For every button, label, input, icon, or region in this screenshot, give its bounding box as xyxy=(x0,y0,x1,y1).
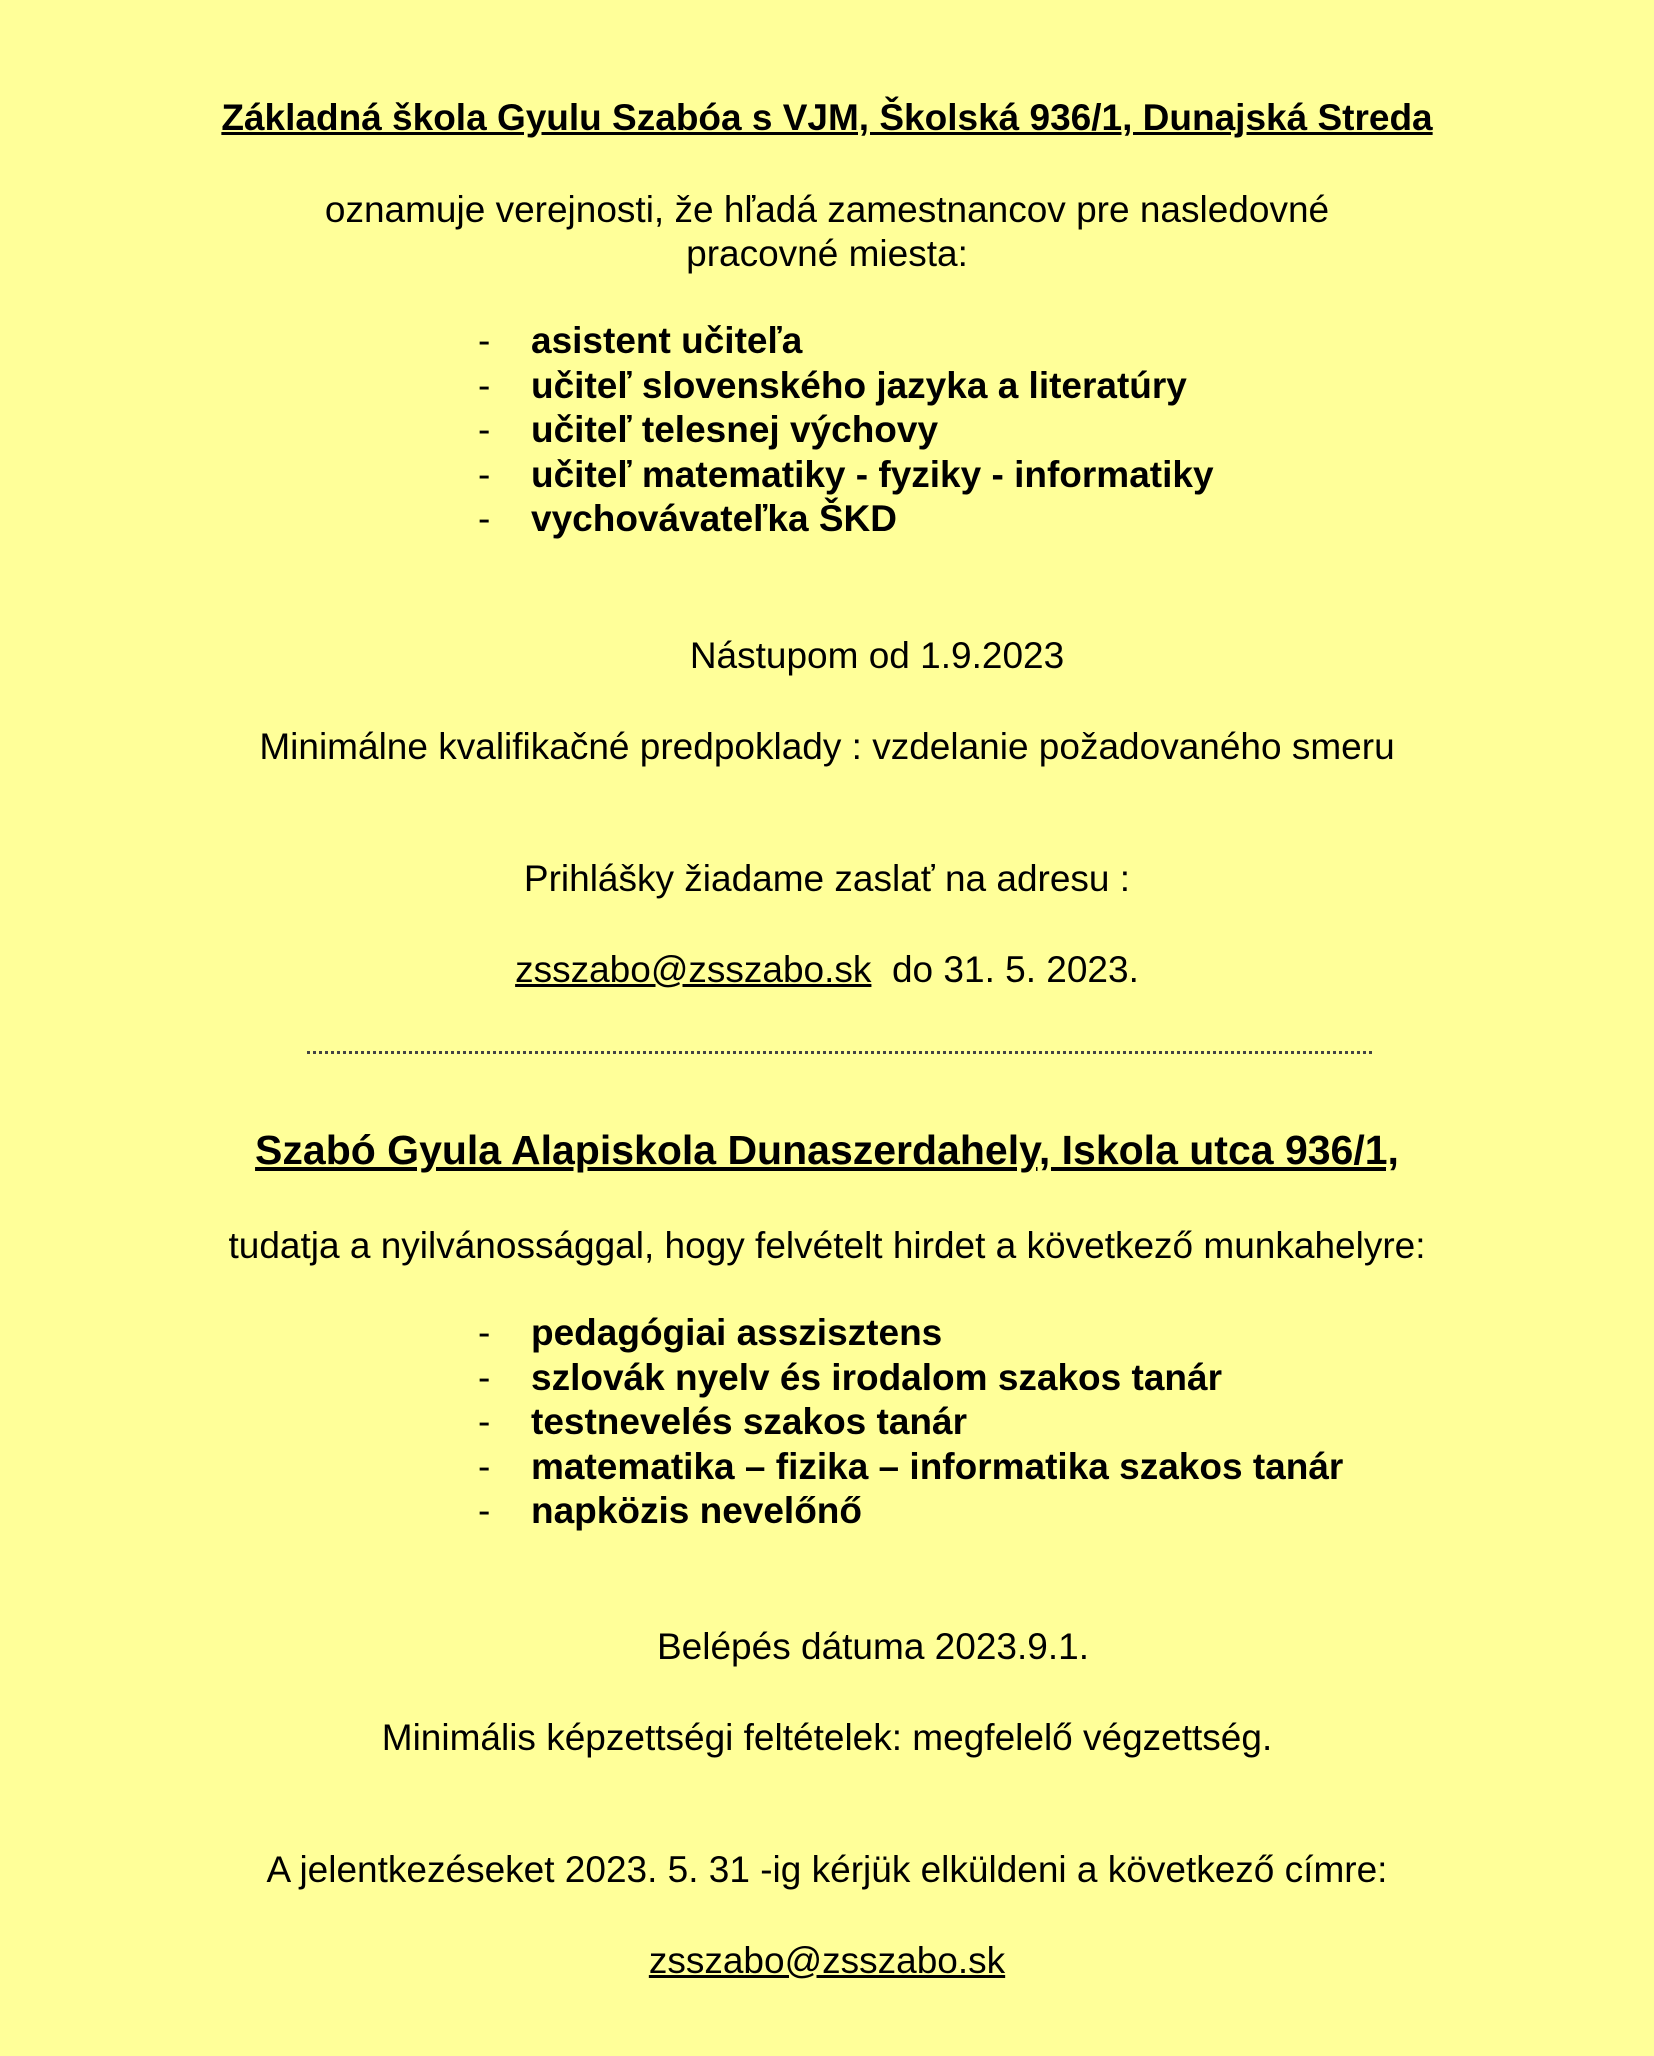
slovak-deadline: do 31. 5. 2023. xyxy=(891,949,1139,990)
list-item: - učiteľ matematiky - fyziky - informatiky xyxy=(478,453,1214,498)
hungarian-intro: tudatja a nyilvánossággal, hogy felvételt hirdet a következő munkahelyre: xyxy=(228,1225,1426,1266)
dash-bullet: - xyxy=(478,320,491,361)
dash-bullet: - xyxy=(478,1445,491,1487)
slovak-intro-line2: pracovné miesta: xyxy=(686,233,968,274)
slovak-qualification: Minimálne kvalifikačné predpoklady : vzdelanie požadovaného smeru xyxy=(259,726,1395,767)
dash-bullet: - xyxy=(478,1356,491,1398)
list-item: - učiteľ telesnej výchovy xyxy=(478,408,1214,453)
dash-bullet: - xyxy=(478,1490,491,1531)
list-item: - učiteľ slovenského jazyka a literatúry xyxy=(478,364,1214,409)
dash-bullet: - xyxy=(478,498,491,539)
dash-bullet: - xyxy=(478,1401,491,1442)
list-item: - testnevelés szakos tanár xyxy=(478,1400,1343,1445)
list-item: - vychovávateľka ŠKD xyxy=(478,497,1214,542)
dash-bullet: - xyxy=(478,453,491,495)
list-item: - matematika – fizika – informatika szakos tanár xyxy=(478,1445,1343,1490)
dotted-divider xyxy=(307,1051,1372,1054)
list-item: - napközis nevelőnő xyxy=(478,1489,1343,1534)
hungarian-email-link[interactable]: zsszabo@zsszabo.sk xyxy=(648,1940,1006,1981)
hungarian-start-date: Belépés dátuma 2023.9.1. xyxy=(657,1626,1089,1667)
list-item: - pedagógiai asszisztens xyxy=(478,1311,1343,1356)
hungarian-email-line xyxy=(0,1939,1654,1983)
dash-bullet: - xyxy=(478,1312,491,1353)
hungarian-qualification: Minimális képzettségi feltételek: megfelelő végzettség. xyxy=(381,1717,1273,1758)
slovak-email-line xyxy=(0,948,1654,992)
hungarian-heading: Szabó Gyula Alapiskola Dunaszerdahely, Iskola utca 936/1, xyxy=(255,1127,1399,1173)
list-item: - asistent učiteľa xyxy=(478,319,1214,364)
list-item: - szlovák nyelv és irodalom szakos tanár xyxy=(478,1356,1343,1401)
slovak-apply-text: Prihlášky žiadame zaslať na adresu : xyxy=(523,858,1131,899)
slovak-intro-line1: oznamuje verejnosti, že hľadá zamestnancov pre nasledovné xyxy=(324,189,1330,230)
slovak-heading: Základná škola Gyulu Szabóa s VJM, Školská 936/1, Dunajská Streda xyxy=(221,97,1433,138)
slovak-start-date: Nástupom od 1.9.2023 xyxy=(689,635,1065,676)
hungarian-positions-list xyxy=(478,1311,1343,1534)
hungarian-apply-text: A jelentkezéseket 2023. 5. 31 -ig kérjük elküldeni a következő címre: xyxy=(266,1849,1388,1890)
slovak-positions-list xyxy=(478,319,1214,542)
dash-bullet: - xyxy=(478,409,491,450)
slovak-email-link[interactable]: zsszabo@zsszabo.sk xyxy=(515,949,872,990)
dash-bullet: - xyxy=(478,364,491,406)
